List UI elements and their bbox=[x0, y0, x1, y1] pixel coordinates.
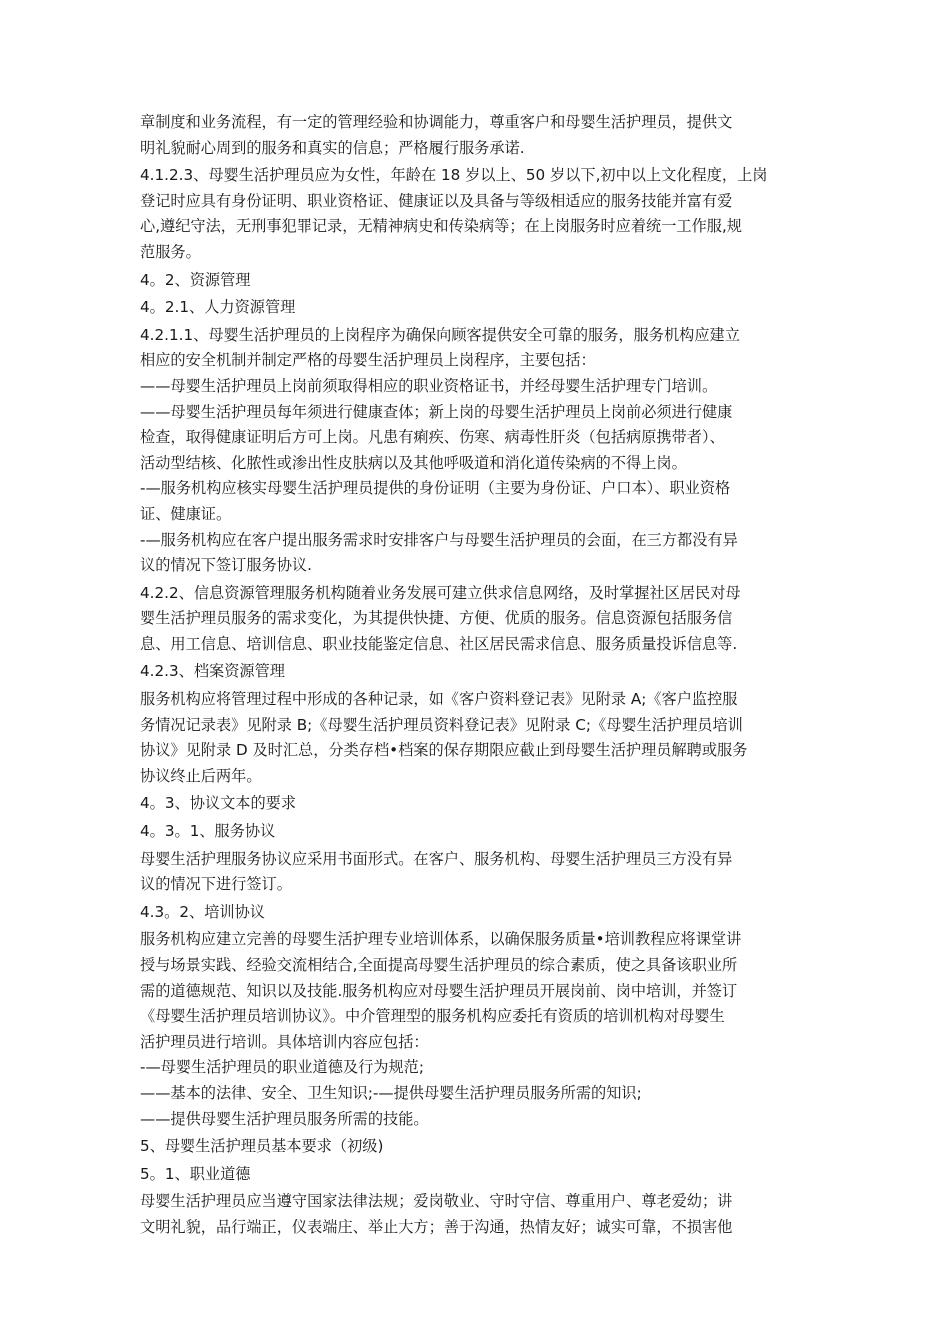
section-heading: 4。3、协议文本的要求 bbox=[140, 794, 297, 813]
section-heading: 4.3。2、培训协议 bbox=[140, 902, 265, 921]
paragraph: 4.2.2、信息资源管理服务机构随着业务发展可建立供求信息网络，及时掌握社区居民对母 婴生活护理员服务的需求变化，为其提供快捷、方便、优质的服务。信息资源包括服务信 息、用工信息、培训信息、职业技能鉴定信息、社区居民需求信息、服务质量投诉信息等. bbox=[140, 583, 741, 653]
section-heading: 4。3。1、服务协议 bbox=[140, 822, 276, 841]
paragraph: 服务机构应建立完善的母婴生活护理专业培训体系，以确保服务质量•培训教程应将课堂讲 授与场景实践、经验交流相结合,全面提高母婴生活护理员的综合素质，使之具备该职业所 需的道德规范、知识以及技能.服务机构应对母婴生活护理员开展岗前、岗中培训，并签订 《母婴生活护理员培训协议》。中介管理型的服务机构应委托有资质的培训机构对母婴生 活护理员进行培训。具体培训内容应包括： -—母婴生活护理员的职业道德及行为规范; ——基本的法律、安全、卫生知识;-—提供母婴生活护理员服务所需的知识; ——提供母婴生活护理员服务所需的技能。 bbox=[140, 930, 742, 1128]
paragraph: 母婴生活护理员应当遵守国家法律法规；爱岗敬业、守时守信、尊重用户、尊老爱幼；讲 文明礼貌，品行端正，仪表端庄、举止大方；善于沟通，热情友好；诚实可靠，不损害他 bbox=[140, 1192, 733, 1236]
section-heading: 4。2、资源管理 bbox=[140, 270, 251, 289]
paragraph: 服务机构应将管理过程中形成的各种记录，如《客户资料登记表》见附录 A;《客户监控服 务情况记录表》见附录 B;《母婴生活护理员资料登记表》见附录 C;《母婴生活护理员培训 协议》见附录 D 及时汇总，分类存档•档案的保存期限应截止到母婴生活护理员解聘或服务 协议终止后两年。 bbox=[140, 690, 748, 785]
section-heading: 4.2.3、档案资源管理 bbox=[140, 662, 285, 681]
paragraph: 母婴生活护理服务协议应采用书面形式。在客户、服务机构、母婴生活护理员三方没有异 议的情况下进行签订。 bbox=[140, 849, 733, 894]
document-page bbox=[140, 110, 816, 1241]
paragraph: 4.2.1.1、母婴生活护理员的上岗程序为确保向顾客提供安全可靠的服务，服务机构应建立 相应的安全机制并制定严格的母婴生活护理员上岗程序，主要包括： ——母婴生活护理员上岗前须取得相应的职业资格证书，并经母婴生活护理专门培训。 ——母婴生活护理员每年须进行健康查体；新上岗的母婴生活护理员上岗前必须进行健康 检查，取得健康证明后方可上岗。凡患有痢疾、伤寒、病毒性肝炎（包括病原携带者）、 活动型结核、化脓性或渗出性皮肤病以及其他呼吸道和消化道传染病的不得上岗。 -—服务机构应核实母婴生活护理员提供的身份证明（主要为身份证、户口本）、职业资格 证、健康证。 -—服务机构应在客户提出服务需求时安排客户与母婴生活护理员的会面，在三方都没有异 议的情况下签订服务协议. bbox=[140, 325, 740, 575]
section-heading: 5、母婴生活护理员基本要求（初级) bbox=[140, 1137, 384, 1156]
paragraph: 4.1.2.3、母婴生活护理员应为女性，年龄在 18 岁以上、50 岁以下,初中以上文化程度，上岗 登记时应具有身份证明、职业资格证、健康证以及具备与等级相适应的服务技能并富有爱 心,遵纪守法，无刑事犯罪记录，无精神病史和传染病等；在上岗服务时应着统一工作服,规 范服务。 bbox=[140, 166, 768, 261]
section-heading: 5。1、职业道德 bbox=[140, 1164, 251, 1183]
section-heading: 4。2.1、人力资源管理 bbox=[140, 298, 296, 317]
paragraph: 章制度和业务流程，有一定的管理经验和协调能力，尊重客户和母婴生活护理员，提供文 明礼貌耐心周到的服务和真实的信息；严格履行服务承诺. bbox=[140, 113, 733, 157]
